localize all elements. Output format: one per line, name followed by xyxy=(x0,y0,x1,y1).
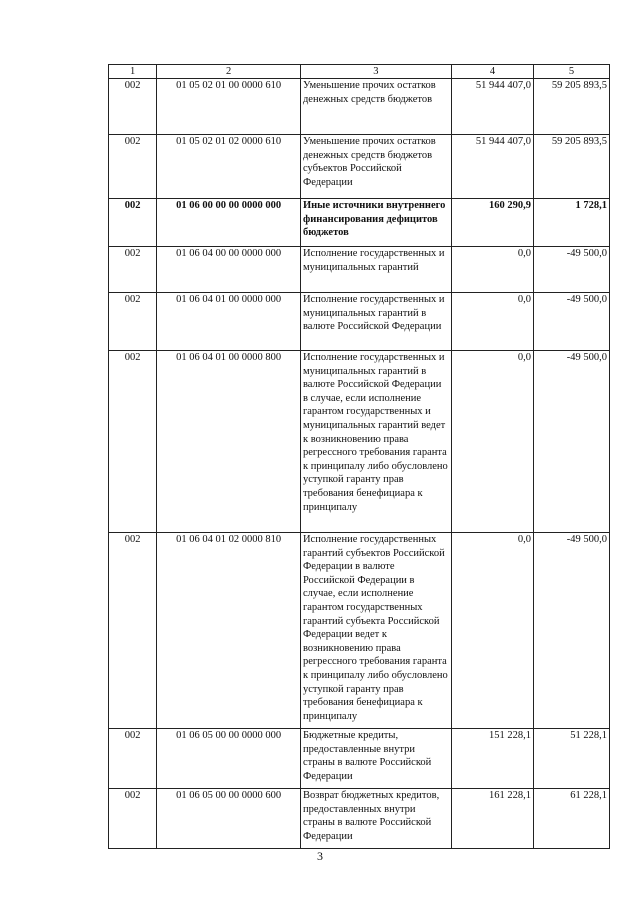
table-row xyxy=(109,199,610,247)
page-number: 3 xyxy=(317,849,323,863)
admin-code-cell: 002 xyxy=(109,199,157,247)
table-row xyxy=(109,79,610,135)
amount-col4-cell: 51 944 407,0 xyxy=(451,135,533,199)
budget-code-cell: 01 06 05 00 00 0000 600 xyxy=(157,789,301,849)
admin-code-cell: 002 xyxy=(109,79,157,135)
admin-code-cell: 002 xyxy=(109,533,157,729)
table-row xyxy=(109,135,610,199)
header-col-4: 4 xyxy=(451,65,533,79)
source-name-cell: Исполнение государственных и муниципальных гарантий в валюте Российской Федерации в случае, если исполнение гарантом государственных и муниципальных гарантий ведет к возникновению права регрессного требования гаранта к принципалу либо обусловлено уступкой гаранту прав требования бенефициара к принципалу xyxy=(300,351,451,533)
amount-col5-cell: -49 500,0 xyxy=(534,247,610,293)
table-row xyxy=(109,351,610,533)
table-row xyxy=(109,293,610,351)
amount-col4-cell: 51 944 407,0 xyxy=(451,79,533,135)
budget-code-cell: 01 06 04 01 02 0000 810 xyxy=(157,533,301,729)
amount-col4-cell: 0,0 xyxy=(451,533,533,729)
admin-code-cell: 002 xyxy=(109,247,157,293)
source-name-cell: Уменьшение прочих остатков денежных средств бюджетов субъектов Российской Федерации xyxy=(300,135,451,199)
budget-code-cell: 01 06 04 01 00 0000 000 xyxy=(157,293,301,351)
budget-code-cell: 01 05 02 01 00 0000 610 xyxy=(157,79,301,135)
source-name-cell: Возврат бюджетных кредитов, предоставленных внутри страны в валюте Российской Федерации xyxy=(300,789,451,849)
amount-col4-cell: 161 228,1 xyxy=(451,789,533,849)
amount-col5-cell: 1 728,1 xyxy=(534,199,610,247)
amount-col4-cell: 151 228,1 xyxy=(451,729,533,789)
table-header-row xyxy=(109,65,610,79)
budget-sources-table xyxy=(108,64,610,849)
admin-code-cell: 002 xyxy=(109,729,157,789)
header-col-3: 3 xyxy=(300,65,451,79)
admin-code-cell: 002 xyxy=(109,789,157,849)
amount-col4-cell: 160 290,9 xyxy=(451,199,533,247)
amount-col5-cell: -49 500,0 xyxy=(534,293,610,351)
amount-col5-cell: -49 500,0 xyxy=(534,533,610,729)
budget-code-cell: 01 06 04 00 00 0000 000 xyxy=(157,247,301,293)
budget-code-cell: 01 06 04 01 00 0000 800 xyxy=(157,351,301,533)
amount-col4-cell: 0,0 xyxy=(451,247,533,293)
amount-col5-cell: -49 500,0 xyxy=(534,351,610,533)
admin-code-cell: 002 xyxy=(109,293,157,351)
source-name-cell: Исполнение государственных и муниципальных гарантий xyxy=(300,247,451,293)
amount-col5-cell: 51 228,1 xyxy=(534,729,610,789)
header-col-5: 5 xyxy=(534,65,610,79)
table-row xyxy=(109,729,610,789)
amount-col5-cell: 59 205 893,5 xyxy=(534,135,610,199)
budget-code-cell: 01 06 00 00 00 0000 000 xyxy=(157,199,301,247)
table-row xyxy=(109,533,610,729)
source-name-cell: Исполнение государственных и муниципальных гарантий в валюте Российской Федерации xyxy=(300,293,451,351)
amount-col4-cell: 0,0 xyxy=(451,293,533,351)
amount-col4-cell: 0,0 xyxy=(451,351,533,533)
header-col-1: 1 xyxy=(109,65,157,79)
source-name-cell: Исполнение государственных гарантий субъектов Российской Федерации в валюте Российской Федерации в случае, если исполнение гарантом государственных гарантий субъекта Российской Федерации ведет к возникновению права регрессного требования гаранта к принципалу либо обусловлено уступкой гаранту прав требования бенефициара к принципалу xyxy=(300,533,451,729)
amount-col5-cell: 59 205 893,5 xyxy=(534,79,610,135)
budget-code-cell: 01 05 02 01 02 0000 610 xyxy=(157,135,301,199)
source-name-cell: Бюджетные кредиты, предоставленные внутри страны в валюте Российской Федерации xyxy=(300,729,451,789)
source-name-cell: Уменьшение прочих остатков денежных средств бюджетов xyxy=(300,79,451,135)
header-col-2: 2 xyxy=(157,65,301,79)
amount-col5-cell: 61 228,1 xyxy=(534,789,610,849)
admin-code-cell: 002 xyxy=(109,351,157,533)
budget-code-cell: 01 06 05 00 00 0000 000 xyxy=(157,729,301,789)
admin-code-cell: 002 xyxy=(109,135,157,199)
table-row xyxy=(109,247,610,293)
table-row xyxy=(109,789,610,849)
source-name-cell: Иные источники внутреннего финансирования дефицитов бюджетов xyxy=(300,199,451,247)
